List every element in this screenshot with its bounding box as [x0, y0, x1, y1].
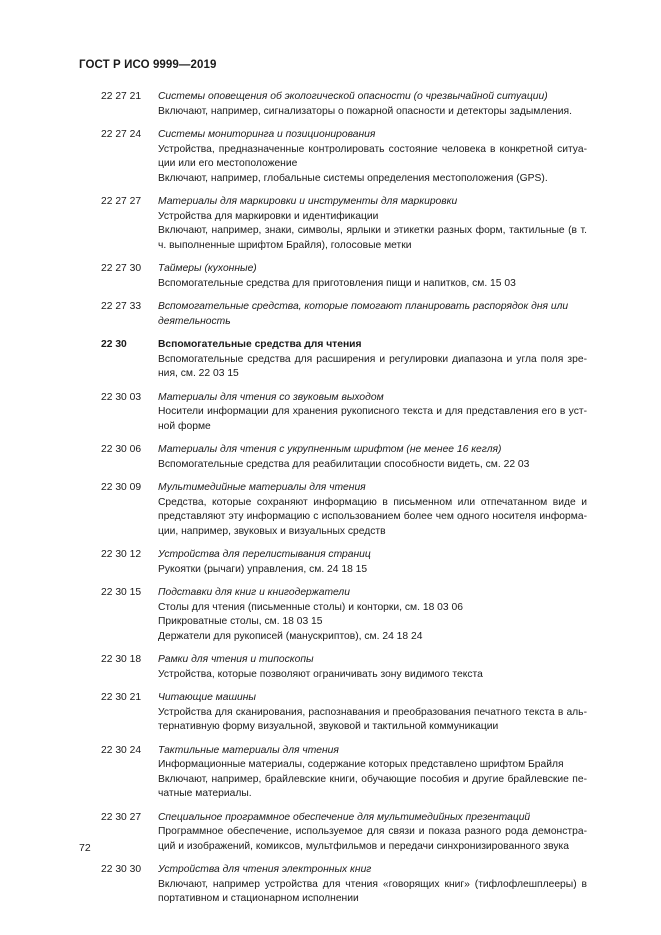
classification-entry: [0, 863, 661, 907]
entry-title: Системы мониторинга и позиционирования: [158, 129, 376, 140]
entry-description: Программное обеспечение, используемое для связи и показа разного рода демонстраций и изображений, комиксов, мультфильмов и передачи синхронизированного звука: [158, 826, 587, 852]
classification-entry: [0, 391, 661, 435]
entry-title: Специальное программное обеспечение для мультимедийных презентаций: [158, 811, 531, 823]
entry-code: 22 27 21: [101, 91, 142, 102]
entry-description: Включают, например, знаки, символы, ярлыки и этикетки разных форм, тактильные (в т. ч. выполненные шрифтом Брайля), голосовые метки: [158, 225, 587, 251]
page-number: 72: [79, 842, 91, 854]
entry-title: Тактильные материалы для чтения: [158, 744, 339, 756]
entry-content: [158, 90, 587, 119]
entry-code: 22 30: [101, 339, 127, 350]
classification-entry: [0, 691, 661, 735]
entry-content: [158, 863, 587, 907]
entry-code: 22 27 27: [101, 196, 142, 207]
entry-description: Включают, например, глобальные системы определения местоположения (GPS).: [158, 172, 548, 184]
entry-title: Мультимедийные материалы для чтения: [158, 482, 366, 493]
entry-code: 22 27 33: [101, 301, 142, 312]
classification-entry: [0, 548, 661, 577]
entry-content: [158, 338, 587, 382]
classification-entry: [0, 90, 661, 119]
entry-description: Информационные материалы, содержание которых представлено шрифтом Брайля: [158, 759, 564, 770]
classification-entry: [0, 443, 661, 472]
classification-entry: [0, 744, 661, 802]
classification-entry: [0, 300, 661, 329]
entry-code: 22 30 15: [101, 587, 142, 598]
entry-description: Устройства, которые позволяют ограничивать зону видимого текста: [158, 668, 483, 680]
entry-title: Вспомогательные средства, которые помогают планировать распорядок дня или деятельность: [158, 301, 569, 327]
entry-description: Столы для чтения (письменные столы) и конторки, см. 18 03 06: [158, 601, 463, 613]
entry-content: [158, 195, 587, 253]
entry-code: 22 30 03: [101, 391, 142, 403]
entry-content: [158, 691, 587, 735]
classification-entry: [0, 128, 661, 186]
entry-description: Держатели для рукописей (манускриптов), см. 24 18 24: [158, 630, 423, 642]
entry-description: Рукоятки (рычаги) управления, см. 24 18 15: [158, 563, 368, 575]
classification-entry: [0, 481, 661, 539]
classification-entry: [0, 586, 661, 644]
classification-entry: [0, 262, 661, 291]
entry-description: Включают, например, брайлевские книги, обучающие пособия и другие брайлевские печатные материалы.: [158, 773, 587, 799]
entry-code: 22 30 12: [101, 549, 142, 560]
entry-content: [158, 811, 587, 855]
entry-code: 22 30 30: [101, 864, 142, 875]
entry-code: 22 27 30: [101, 263, 142, 274]
entry-code: 22 30 18: [101, 654, 142, 665]
entry-content: [158, 653, 587, 682]
entry-description: Устройства для сканирования, распознавания и преобразования печатного текста в альтернативную форму визуальной, звуковой и тактильной коммуникации: [158, 706, 587, 732]
entry-title: Рамки для чтения и типоскопы: [158, 654, 314, 665]
entry-description: Вспомогательные средства для расширения и регулировки диапазона и угла поля зрения, см. 22 03 15: [158, 353, 587, 379]
classification-entry: [0, 653, 661, 682]
entry-content: [158, 744, 587, 802]
entry-title: Материалы для маркировки и инструменты для маркировки: [158, 196, 458, 207]
entry-title: Системы оповещения об экологической опасности (о чрезвычайной ситуации): [158, 91, 548, 102]
entry-title: Материалы для чтения с укрупненным шрифтом (не менее 16 кегля): [158, 444, 502, 455]
entry-description: Носители информации для хранения рукописного текста и для представления его в устной форме: [158, 406, 587, 432]
entry-description: Включают, например, сигнализаторы о пожарной опасности и детекторы задымления.: [158, 105, 572, 117]
classification-entries: [0, 90, 661, 916]
entry-content: [158, 128, 587, 186]
entry-code: 22 30 21: [101, 692, 142, 703]
entry-code: 22 30 06: [101, 444, 142, 455]
entry-content: [158, 300, 587, 329]
entry-title: Устройства для чтения электронных книг: [158, 864, 372, 875]
entry-description: Средства, которые сохраняют информацию в письменном или отпечатанном виде и представляют эту информацию с использованием более чем одного носителя информации, например, звуковых и визуальных средств: [158, 496, 587, 537]
entry-title: Читающие машины: [158, 692, 256, 703]
entry-title: Подставки для книг и книгодержатели: [158, 587, 350, 598]
entry-code: 22 30 27: [101, 811, 142, 823]
entry-description: Вспомогательные средства для реабилитации способности видеть, см. 22 03: [158, 458, 530, 470]
entry-description: Устройства для маркировки и идентификации: [158, 210, 379, 222]
entry-content: [158, 481, 587, 539]
entry-title: Вспомогательные средства для чтения: [158, 339, 362, 350]
entry-code: 22 30 24: [101, 744, 142, 756]
entry-content: [158, 391, 587, 435]
entry-content: [158, 586, 587, 644]
entry-description: Вспомогательные средства для приготовления пищи и напитков, см. 15 03: [158, 277, 516, 289]
entry-title: Материалы для чтения со звуковым выходом: [158, 391, 384, 403]
entry-content: [158, 443, 587, 472]
entry-description: Устройства, предназначенные контролировать состояние человека в конкретной ситуации или его местоположение: [158, 143, 587, 169]
entry-code: 22 27 24: [101, 129, 142, 140]
entry-description: Включают, например устройства для чтения «говорящих книг» (тифлофлешплееры) в портативном и стационарном исполнении: [158, 878, 587, 904]
entry-title: Таймеры (кухонные): [158, 263, 257, 274]
entry-code: 22 30 09: [101, 482, 142, 493]
entry-description: Прикроватные столы, см. 18 03 15: [158, 616, 323, 627]
entry-title: Устройства для перелистывания страниц: [158, 549, 371, 560]
classification-entry: [0, 338, 661, 382]
entry-content: [158, 548, 587, 577]
classification-entry: [0, 811, 661, 855]
document-header: ГОСТ Р ИСО 9999—2019: [79, 59, 217, 71]
entry-content: [158, 262, 587, 291]
classification-entry: [0, 195, 661, 253]
